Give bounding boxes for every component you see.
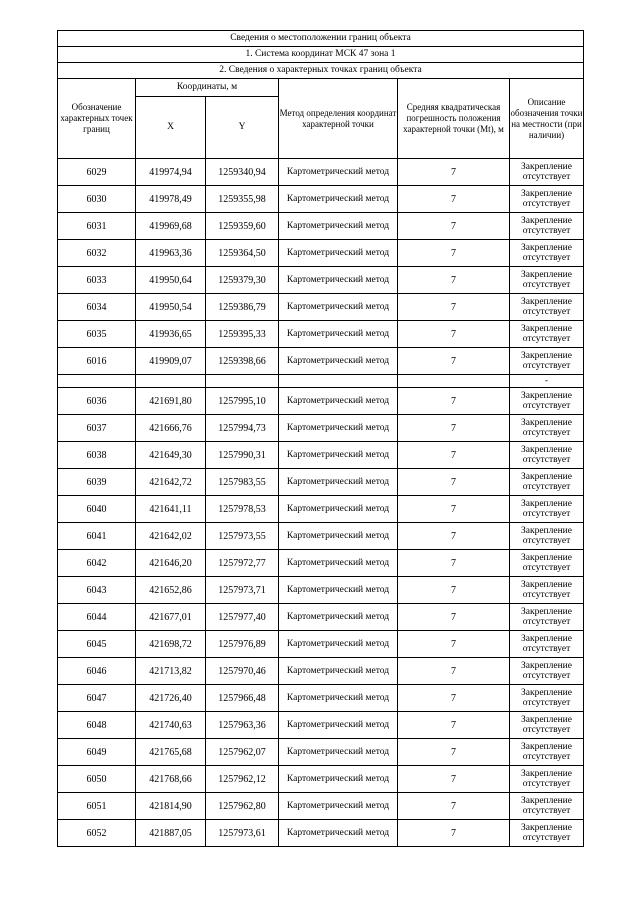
header-coordinates: Координаты, м (136, 79, 279, 97)
error-cell: 7 (398, 415, 510, 442)
header-method: Метод определения координат характерной точки (279, 79, 398, 159)
y-coordinate-cell: 1259340,94 (206, 159, 279, 186)
table-row (58, 348, 584, 375)
point-id-cell: 6040 (58, 496, 136, 523)
method-cell: Картометрический метод (279, 658, 398, 685)
x-coordinate-cell: 421713,82 (136, 658, 206, 685)
method-cell: Картометрический метод (279, 415, 398, 442)
table-row (58, 159, 584, 186)
x-coordinate-cell: 419969,68 (136, 213, 206, 240)
x-coordinate-cell: 421698,72 (136, 631, 206, 658)
error-cell: 7 (398, 820, 510, 847)
table-row (58, 658, 584, 685)
error-cell: 7 (398, 604, 510, 631)
table-row (58, 820, 584, 847)
description-cell: Закрепление отсутствует (510, 267, 584, 294)
error-cell: 7 (398, 186, 510, 213)
description-cell: Закрепление отсутствует (510, 550, 584, 577)
table-row (58, 766, 584, 793)
method-cell: Картометрический метод (279, 577, 398, 604)
method-cell: Картометрический метод (279, 469, 398, 496)
error-cell: 7 (398, 267, 510, 294)
point-id-cell: 6038 (58, 442, 136, 469)
point-id-cell: 6037 (58, 415, 136, 442)
header-point-id: Обозначение характерных точек границ (58, 79, 136, 159)
error-cell: 7 (398, 577, 510, 604)
y-coordinate-cell: 1257990,31 (206, 442, 279, 469)
point-id-cell: 6033 (58, 267, 136, 294)
method-cell: Картометрический метод (279, 186, 398, 213)
point-id-cell: 6049 (58, 739, 136, 766)
x-coordinate-cell: 421652,86 (136, 577, 206, 604)
point-id-cell: 6030 (58, 186, 136, 213)
description-cell: Закрепление отсутствует (510, 348, 584, 375)
method-cell: Картометрический метод (279, 240, 398, 267)
x-coordinate-cell: 419950,64 (136, 267, 206, 294)
y-coordinate-cell: 1259398,66 (206, 348, 279, 375)
table-row (58, 631, 584, 658)
method-cell: Картометрический метод (279, 631, 398, 658)
point-id-cell: 6039 (58, 469, 136, 496)
document-title: Сведения о местоположении границ объекта (58, 31, 584, 47)
description-cell: Закрепление отсутствует (510, 388, 584, 415)
error-cell: 7 (398, 631, 510, 658)
description-cell: Закрепление отсутствует (510, 820, 584, 847)
empty-cell (398, 375, 510, 388)
y-coordinate-cell: 1257972,77 (206, 550, 279, 577)
table-row (58, 793, 584, 820)
y-coordinate-cell: 1257995,10 (206, 388, 279, 415)
x-coordinate-cell: 421642,02 (136, 523, 206, 550)
x-coordinate-cell: 419974,94 (136, 159, 206, 186)
table-row (58, 739, 584, 766)
y-coordinate-cell: 1259386,79 (206, 294, 279, 321)
point-id-cell: 6048 (58, 712, 136, 739)
table-row (58, 415, 584, 442)
description-cell: Закрепление отсутствует (510, 496, 584, 523)
y-coordinate-cell: 1257966,48 (206, 685, 279, 712)
method-cell: Картометрический метод (279, 550, 398, 577)
table-row (58, 240, 584, 267)
error-cell: 7 (398, 321, 510, 348)
point-id-cell: 6032 (58, 240, 136, 267)
x-coordinate-cell: 421691,80 (136, 388, 206, 415)
y-coordinate-cell: 1259355,98 (206, 186, 279, 213)
y-coordinate-cell: 1257962,12 (206, 766, 279, 793)
table-row (58, 442, 584, 469)
description-cell: Закрепление отсутствует (510, 577, 584, 604)
method-cell: Картометрический метод (279, 766, 398, 793)
point-id-cell: 6047 (58, 685, 136, 712)
y-coordinate-cell: 1257973,55 (206, 523, 279, 550)
y-coordinate-cell: 1257962,80 (206, 793, 279, 820)
x-coordinate-cell: 421649,30 (136, 442, 206, 469)
description-cell: Закрепление отсутствует (510, 442, 584, 469)
x-coordinate-cell: 419963,36 (136, 240, 206, 267)
point-id-cell: 6046 (58, 658, 136, 685)
point-id-cell: 6042 (58, 550, 136, 577)
point-id-cell: 6044 (58, 604, 136, 631)
empty-cell (279, 375, 398, 388)
y-coordinate-cell: 1257978,53 (206, 496, 279, 523)
method-cell: Картометрический метод (279, 739, 398, 766)
empty-cell (136, 375, 206, 388)
description-cell: Закрепление отсутствует (510, 186, 584, 213)
header-x: X (136, 97, 206, 159)
x-coordinate-cell: 419978,49 (136, 186, 206, 213)
point-id-cell: 6052 (58, 820, 136, 847)
point-id-cell: 6031 (58, 213, 136, 240)
point-id-cell: 6041 (58, 523, 136, 550)
x-coordinate-cell: 421642,72 (136, 469, 206, 496)
method-cell: Картометрический метод (279, 348, 398, 375)
empty-cell (58, 375, 136, 388)
error-cell: 7 (398, 550, 510, 577)
point-id-cell: 6034 (58, 294, 136, 321)
description-cell: Закрепление отсутствует (510, 793, 584, 820)
y-coordinate-cell: 1257962,07 (206, 739, 279, 766)
x-coordinate-cell: 421641,11 (136, 496, 206, 523)
separator-row (58, 375, 584, 388)
description-cell: Закрепление отсутствует (510, 712, 584, 739)
error-cell: 7 (398, 294, 510, 321)
method-cell: Картометрический метод (279, 321, 398, 348)
point-id-cell: 6050 (58, 766, 136, 793)
x-coordinate-cell: 421677,01 (136, 604, 206, 631)
table-row (58, 267, 584, 294)
header-y: Y (206, 97, 279, 159)
error-cell: 7 (398, 685, 510, 712)
y-coordinate-cell: 1257976,89 (206, 631, 279, 658)
description-cell: Закрепление отсутствует (510, 766, 584, 793)
method-cell: Картометрический метод (279, 294, 398, 321)
method-cell: Картометрический метод (279, 712, 398, 739)
description-cell: Закрепление отсутствует (510, 739, 584, 766)
y-coordinate-cell: 1257973,61 (206, 820, 279, 847)
x-coordinate-cell: 421666,76 (136, 415, 206, 442)
header-description: Описание обозначения точки на местности (при наличии) (510, 79, 584, 159)
empty-cell (206, 375, 279, 388)
table-row (58, 213, 584, 240)
point-id-cell: 6043 (58, 577, 136, 604)
table-row (58, 685, 584, 712)
description-cell: Закрепление отсутствует (510, 213, 584, 240)
error-cell: 7 (398, 766, 510, 793)
table-row (58, 321, 584, 348)
x-coordinate-cell: 419909,07 (136, 348, 206, 375)
error-cell: 7 (398, 793, 510, 820)
error-cell: 7 (398, 388, 510, 415)
point-id-cell: 6035 (58, 321, 136, 348)
table-row (58, 469, 584, 496)
description-cell: Закрепление отсутствует (510, 469, 584, 496)
y-coordinate-cell: 1259359,60 (206, 213, 279, 240)
error-cell: 7 (398, 658, 510, 685)
method-cell: Картометрический метод (279, 793, 398, 820)
method-cell: Картометрический метод (279, 820, 398, 847)
separator-dash-cell: - (510, 375, 584, 388)
y-coordinate-cell: 1257994,73 (206, 415, 279, 442)
x-coordinate-cell: 421814,90 (136, 793, 206, 820)
table-row (58, 523, 584, 550)
point-id-cell: 6036 (58, 388, 136, 415)
boundary-points-table (57, 30, 584, 847)
error-cell: 7 (398, 739, 510, 766)
y-coordinate-cell: 1257970,46 (206, 658, 279, 685)
x-coordinate-cell: 421768,66 (136, 766, 206, 793)
error-cell: 7 (398, 523, 510, 550)
error-cell: 7 (398, 240, 510, 267)
x-coordinate-cell: 421740,63 (136, 712, 206, 739)
error-cell: 7 (398, 348, 510, 375)
x-coordinate-cell: 419950,54 (136, 294, 206, 321)
method-cell: Картометрический метод (279, 604, 398, 631)
description-cell: Закрепление отсутствует (510, 631, 584, 658)
error-cell: 7 (398, 442, 510, 469)
description-cell: Закрепление отсутствует (510, 240, 584, 267)
header-error: Средняя квадратическая погрешность положения характерной точки (Mt), м (398, 79, 510, 159)
table-row (58, 604, 584, 631)
x-coordinate-cell: 421726,40 (136, 685, 206, 712)
table-row (58, 577, 584, 604)
table-row (58, 388, 584, 415)
description-cell: Закрепление отсутствует (510, 415, 584, 442)
error-cell: 7 (398, 213, 510, 240)
description-cell: Закрепление отсутствует (510, 159, 584, 186)
point-id-cell: 6051 (58, 793, 136, 820)
x-coordinate-cell: 419936,65 (136, 321, 206, 348)
method-cell: Картометрический метод (279, 159, 398, 186)
method-cell: Картометрический метод (279, 523, 398, 550)
coordinate-system-heading: 1. Система координат МСК 47 зона 1 (58, 47, 584, 63)
method-cell: Картометрический метод (279, 388, 398, 415)
table-row (58, 496, 584, 523)
description-cell: Закрепление отсутствует (510, 523, 584, 550)
error-cell: 7 (398, 159, 510, 186)
table-row (58, 550, 584, 577)
y-coordinate-cell: 1257963,36 (206, 712, 279, 739)
method-cell: Картометрический метод (279, 685, 398, 712)
description-cell: Закрепление отсутствует (510, 604, 584, 631)
point-id-cell: 6045 (58, 631, 136, 658)
points-section-heading: 2. Сведения о характерных точках границ объекта (58, 63, 584, 79)
table-row (58, 712, 584, 739)
document-page (57, 30, 583, 847)
point-id-cell: 6016 (58, 348, 136, 375)
method-cell: Картометрический метод (279, 496, 398, 523)
x-coordinate-cell: 421765,68 (136, 739, 206, 766)
y-coordinate-cell: 1257973,71 (206, 577, 279, 604)
y-coordinate-cell: 1259379,30 (206, 267, 279, 294)
method-cell: Картометрический метод (279, 213, 398, 240)
x-coordinate-cell: 421646,20 (136, 550, 206, 577)
table-row (58, 186, 584, 213)
description-cell: Закрепление отсутствует (510, 294, 584, 321)
y-coordinate-cell: 1259364,50 (206, 240, 279, 267)
description-cell: Закрепление отсутствует (510, 685, 584, 712)
point-id-cell: 6029 (58, 159, 136, 186)
error-cell: 7 (398, 712, 510, 739)
x-coordinate-cell: 421887,05 (136, 820, 206, 847)
description-cell: Закрепление отсутствует (510, 658, 584, 685)
description-cell: Закрепление отсутствует (510, 321, 584, 348)
y-coordinate-cell: 1257983,55 (206, 469, 279, 496)
error-cell: 7 (398, 496, 510, 523)
y-coordinate-cell: 1259395,33 (206, 321, 279, 348)
method-cell: Картометрический метод (279, 267, 398, 294)
table-row (58, 294, 584, 321)
y-coordinate-cell: 1257977,40 (206, 604, 279, 631)
method-cell: Картометрический метод (279, 442, 398, 469)
error-cell: 7 (398, 469, 510, 496)
